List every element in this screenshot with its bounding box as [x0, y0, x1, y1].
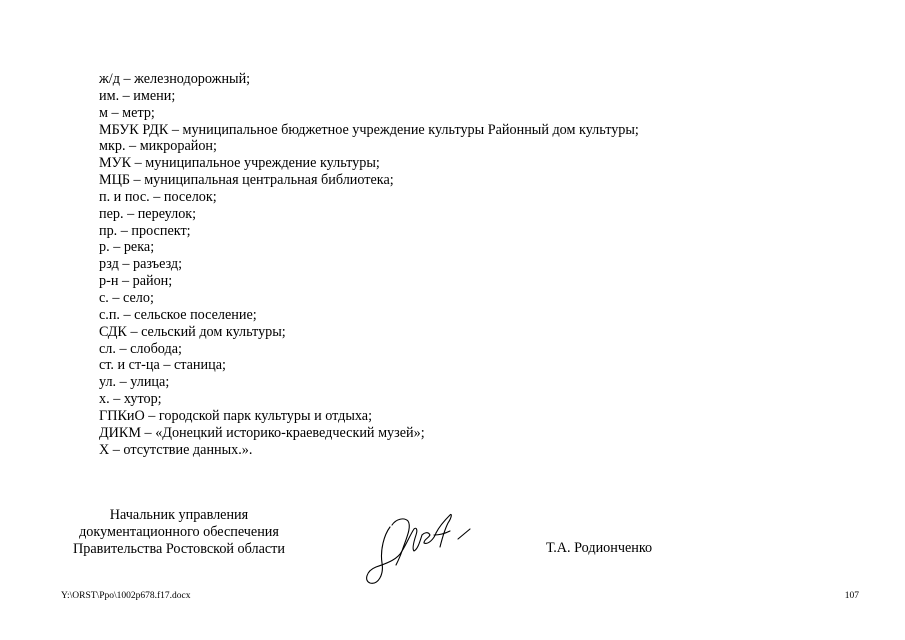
abbreviation-item: мкр. – микрорайон; — [99, 138, 217, 155]
handwritten-signature — [362, 505, 477, 590]
abbreviation-item: рзд – разъезд; — [99, 256, 183, 273]
abbreviation-item: пр. – проспект; — [99, 222, 191, 239]
abbreviation-item: х. – хутор; — [99, 391, 162, 408]
abbreviation-item: ГПКиО – городской парк культуры и отдыха; — [99, 407, 373, 424]
abbreviation-item: ст. и ст-ца – станица; — [99, 357, 226, 374]
signatory-name: Т.А. Родионченко — [546, 540, 653, 556]
abbreviation-item: СДК – сельский дом культуры; — [99, 323, 286, 340]
abbreviation-item: с. – село; — [99, 289, 154, 306]
footer-file-path: Y:\ORST\Ppo\1002p678.f17.docx — [61, 591, 191, 601]
abbreviation-item: пер. – переулок; — [99, 205, 197, 222]
abbreviation-item: ул. – улица; — [99, 374, 170, 391]
signatory-title — [48, 507, 310, 558]
abbreviation-item: с.п. – сельское поселение; — [99, 306, 257, 323]
abbreviation-item: им. – имени; — [99, 87, 176, 104]
signatory-title-line: Правительства Ростовской области — [73, 541, 285, 557]
abbreviation-item: п. и пос. – поселок; — [99, 188, 217, 205]
abbreviation-item: МЦБ – муниципальная центральная библиотека; — [99, 172, 394, 189]
abbreviation-item: р. – река; — [99, 239, 155, 256]
abbreviation-item: м – метр; — [99, 104, 155, 121]
abbreviation-item: МБУК РДК – муниципальное бюджетное учреждение культуры Районный дом культуры; — [99, 121, 639, 138]
abbreviation-item: Х – отсутствие данных.». — [99, 441, 253, 458]
abbreviation-item: р-н – район; — [99, 273, 173, 290]
abbreviation-item: сл. – слобода; — [99, 340, 182, 357]
page-number: 107 — [844, 591, 859, 601]
abbreviation-item: МУК – муниципальное учреждение культуры; — [99, 155, 380, 172]
abbreviation-list — [99, 71, 639, 458]
abbreviation-item: ДИКМ – «Донецкий историко-краеведческий музей»; — [99, 424, 425, 441]
signatory-title-line: документационного обеспечения — [79, 524, 279, 540]
abbreviation-item: ж/д – железнодорожный; — [99, 71, 251, 87]
signatory-title-line: Начальник управления — [109, 507, 249, 523]
